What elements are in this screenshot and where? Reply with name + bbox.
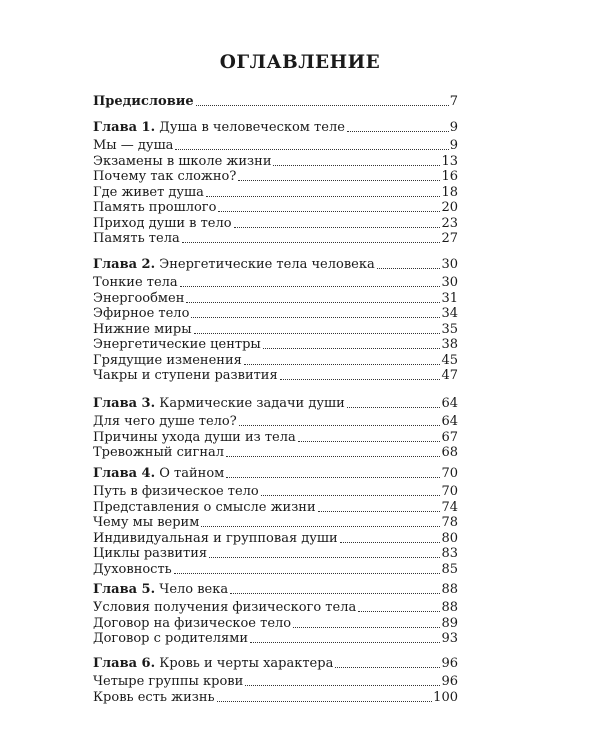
- section-title: Причины ухода души из тела: [93, 429, 296, 445]
- page-number: 16: [441, 169, 458, 184]
- section-title: Кровь есть жизнь: [93, 689, 215, 705]
- chapter-number: Глава 5.: [93, 582, 156, 597]
- section-title: Представления о смысле жизни: [93, 499, 316, 515]
- dot-leader: [244, 363, 441, 365]
- page-number: 85: [441, 561, 458, 577]
- dot-leader: [186, 301, 440, 303]
- dot-leader: [250, 641, 440, 643]
- page-number: 78: [441, 515, 458, 530]
- page-number: 34: [441, 306, 458, 321]
- section-title: Чакры и ступени развития: [93, 368, 278, 383]
- page-number: 64: [441, 396, 458, 411]
- dot-leader: [280, 378, 441, 380]
- toc-section: [93, 614, 458, 631]
- toc-section: [93, 183, 458, 200]
- chapter-number: Глава 4.: [93, 466, 156, 481]
- dot-leader: [201, 525, 440, 527]
- toc-chapter-4: [93, 464, 458, 481]
- toc-section: [93, 366, 458, 383]
- toc-section: [93, 152, 458, 169]
- page-number: 20: [441, 200, 458, 215]
- dot-leader: [358, 610, 440, 612]
- page-number: 74: [441, 499, 458, 515]
- toc-section: [93, 351, 458, 368]
- toc-section: [93, 214, 458, 231]
- page-number: 88: [441, 600, 458, 615]
- section-title: Договор с родителями: [93, 631, 248, 646]
- toc-section: [93, 544, 458, 561]
- dot-leader: [335, 666, 440, 668]
- dot-leader: [217, 700, 433, 702]
- page-number: 70: [441, 484, 458, 499]
- page-number: 68: [441, 445, 458, 460]
- section-title: Тревожный сигнал: [93, 445, 225, 460]
- dot-leader: [239, 424, 441, 426]
- section-title: Где живет душа: [93, 184, 204, 200]
- section-title: Тонкие тела: [93, 275, 178, 290]
- page-number: 9: [449, 120, 458, 135]
- dot-leader: [175, 148, 448, 150]
- dot-leader: [377, 267, 441, 269]
- dot-leader: [226, 476, 440, 478]
- dot-leader: [191, 316, 440, 318]
- toc-section: [93, 320, 458, 337]
- section-title: Энергетические центры: [93, 337, 261, 352]
- page-number: 64: [441, 414, 458, 429]
- page-number: 38: [441, 337, 458, 352]
- page-number: 7: [449, 94, 458, 109]
- section-title: Мы — душа: [93, 138, 174, 153]
- page-number: 18: [441, 184, 458, 200]
- page-number: 80: [441, 530, 458, 546]
- chapter-number: Глава 3.: [93, 396, 156, 411]
- dot-leader: [298, 440, 441, 442]
- toc-section: [93, 629, 458, 646]
- toc-section: [93, 428, 458, 445]
- toc-section: [93, 529, 458, 546]
- section-title: Память прошлого: [93, 200, 217, 215]
- section-title: Эфирное тело: [93, 306, 190, 321]
- dot-leader: [234, 226, 441, 228]
- chapter-number: Глава 6.: [93, 656, 156, 671]
- toc-section: [93, 289, 458, 306]
- page-number: 30: [441, 257, 458, 272]
- chapter-number: Глава 1.: [93, 120, 156, 135]
- chapter-title: Энергетические тела человека: [159, 257, 375, 272]
- section-title: Почему так сложно?: [93, 169, 237, 184]
- dot-leader: [318, 510, 441, 512]
- toc-section: [93, 443, 458, 460]
- chapter-number: Глава 2.: [93, 257, 156, 272]
- page-number: 67: [441, 429, 458, 445]
- toc-section: [93, 273, 458, 290]
- dot-leader: [218, 210, 440, 212]
- page-number: 88: [441, 582, 458, 597]
- page-number: 9: [449, 138, 458, 153]
- chapter-title: Кровь и черты характера: [159, 656, 334, 671]
- toc-section: [93, 229, 458, 246]
- toc-chapter-6: [93, 654, 458, 671]
- dot-leader: [340, 541, 441, 543]
- dot-leader: [196, 104, 449, 106]
- toc-section: [93, 688, 458, 705]
- section-title: Договор на физическое тело: [93, 615, 292, 631]
- chapter-title: Чело века: [159, 582, 229, 597]
- entry-label: Предисловие: [93, 94, 194, 109]
- section-title: Путь в физическое тело: [93, 484, 259, 499]
- dot-leader: [273, 164, 440, 166]
- page-number: 93: [441, 631, 458, 646]
- dot-leader: [347, 130, 449, 132]
- dot-leader: [194, 332, 441, 334]
- section-title: Экзамены в школе жизни: [93, 153, 272, 169]
- page-number: 35: [441, 321, 458, 337]
- chapter-title: Кармические задачи души: [159, 396, 345, 411]
- section-title: Энергообмен: [93, 290, 185, 306]
- dot-leader: [245, 684, 440, 686]
- page-number: 13: [441, 153, 458, 169]
- toc-section: [93, 304, 458, 321]
- toc-chapter-1: [93, 118, 458, 135]
- chapter-title: Душа в человеческом теле: [159, 120, 345, 135]
- toc-entry-preface: [93, 92, 458, 109]
- section-title: Индивидуальная и групповая души: [93, 530, 338, 546]
- toc-section: [93, 136, 458, 153]
- section-title: Нижние миры: [93, 321, 192, 337]
- chapter-title: О тайном: [159, 466, 225, 481]
- toc-section: [93, 412, 458, 429]
- toc-section: [93, 498, 458, 515]
- dot-leader: [261, 494, 441, 496]
- page-number: 96: [441, 656, 458, 671]
- toc-section: [93, 672, 458, 689]
- page-number: 30: [441, 275, 458, 290]
- dot-leader: [180, 285, 441, 287]
- page-number: 70: [441, 466, 458, 481]
- section-title: Приход души в тело: [93, 215, 232, 231]
- page-number: 96: [441, 674, 458, 689]
- toc-chapter-5: [93, 580, 458, 597]
- toc-section: [93, 560, 458, 577]
- section-title: Духовность: [93, 561, 172, 577]
- section-title: Циклы развития: [93, 546, 208, 561]
- dot-leader: [293, 626, 440, 628]
- page-number: 27: [441, 231, 458, 246]
- page-number: 89: [441, 615, 458, 631]
- dot-leader: [209, 556, 440, 558]
- page-number: 31: [441, 290, 458, 306]
- section-title: Для чего душе тело?: [93, 414, 237, 429]
- toc-section: [93, 167, 458, 184]
- toc-chapter-3: [93, 394, 458, 411]
- page-number: 45: [441, 352, 458, 368]
- toc-section: [93, 335, 458, 352]
- dot-leader: [206, 195, 441, 197]
- toc-section: [93, 598, 458, 615]
- page-number: 83: [441, 546, 458, 561]
- dot-leader: [230, 592, 440, 594]
- page-number: 47: [441, 368, 458, 383]
- dot-leader: [263, 347, 441, 349]
- page-number: 23: [441, 215, 458, 231]
- toc-chapter-2: [93, 255, 458, 272]
- page-title: ОГЛАВЛЕНИЕ: [219, 52, 381, 73]
- dot-leader: [226, 455, 440, 457]
- section-title: Грядущие изменения: [93, 352, 242, 368]
- toc-section: [93, 482, 458, 499]
- dot-leader: [238, 179, 440, 181]
- dot-leader: [347, 406, 441, 408]
- section-title: Память тела: [93, 231, 180, 246]
- section-title: Условия получения физического тела: [93, 600, 357, 615]
- page-number: 100: [433, 689, 458, 705]
- section-title: Четыре группы крови: [93, 674, 244, 689]
- dot-leader: [174, 572, 441, 574]
- dot-leader: [182, 241, 441, 243]
- toc-section: [93, 198, 458, 215]
- section-title: Чему мы верим: [93, 515, 200, 530]
- toc-section: [93, 513, 458, 530]
